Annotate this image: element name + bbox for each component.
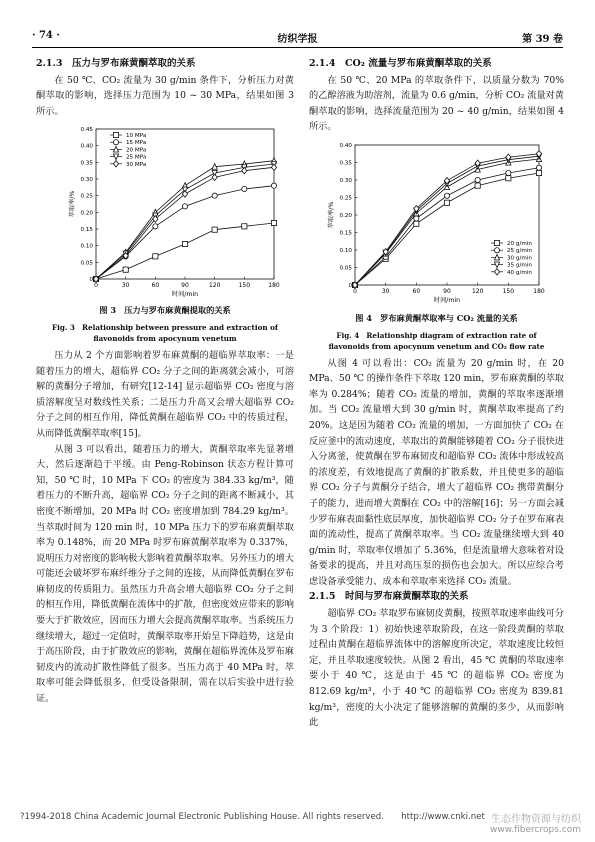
y-tick-label: 0.40 [80, 144, 93, 151]
legend-label: 20 g/min [507, 240, 532, 247]
series-10-mpa [93, 221, 276, 282]
x-tick-label: 120 [471, 287, 484, 295]
y-tick-label: 0.05 [80, 260, 93, 267]
legend-label: 20 MPa [126, 147, 147, 154]
paragraph: 超临界 CO₂ 萃取罗布麻韧皮黄酮，按照萃取速率曲线可分为 3 个阶段：1）初始快速萃取阶段，在这一阶段黄酮的萃取过程由黄酮在超临界流体中的溶解度所决定，萃取速度比较恒定，并且萃取速度较快。从图 2 看出，45 ℃ 黄酮的萃取速率要小于 40 ℃，这是由于 45 ℃ 的超临界 CO₂ 密度为 812.69 kg/m³，小于 40 ℃ 的超临界 CO₂ 密度为 839.81 kg/m³，密度的大小决定了能够溶解的黄酮的多少，从而影响此 [309, 608, 564, 729]
legend-label: 30 g/min [507, 255, 532, 262]
data-point [444, 193, 449, 198]
header-rule [32, 47, 563, 48]
section-heading-2-1-3: 2.1.3 压力与罗布麻黄酮萃取的关系 [36, 58, 196, 69]
data-point [414, 216, 419, 221]
x-tick-label: 30 [381, 287, 390, 295]
legend-label: 15 MPa [126, 140, 147, 147]
paragraph: 在 50 ℃、20 MPa 的萃取条件下，以质量分数为 70% 的乙醇溶液为助溶剂，流量为 0.6 g/min，分析 CO₂ 流量对黄酮萃取的影响，选择流量范围为 20 ~ 40 g/min，结果如图 4 所示。 [309, 74, 564, 133]
watermark [490, 814, 581, 836]
page-number: · 74 · [32, 30, 60, 41]
y-tick-label: 0.10 [80, 244, 93, 251]
x-tick-label: 180 [268, 282, 280, 290]
y-tick-label: 0.25 [80, 194, 93, 201]
x-tick-label: 0 [94, 282, 98, 290]
legend-label: 40 g/min [507, 269, 532, 276]
legend-marker [113, 161, 118, 167]
data-point [123, 267, 128, 272]
series-line [96, 164, 274, 279]
x-tick-label: 120 [208, 282, 221, 290]
paragraph: 从图 3 可以看出，随着压力的增大，黄酮萃取率先显著增大，然后逐渐趋于平缓。由 Peng-Robinson 状态方程计算可知，50 ℃ 时，10 MPa 下 CO₂ 的密度为 384.33 kg/m³，随着压力的不断升高，超临界 CO₂ 分子之间的距离不断减小，其密度不断增加，20 MPa 时 CO₂ 密度增加到 784.29 kg/m³。当萃取时间为 120 min 时，10 MPa 压力下的罗布麻黄酮萃取率为 0.148%，而 20 MPa 时罗布麻黄酮萃取率为 0.337%，说明压力对密度的影响极大影响着黄酮萃取率。另外压力的增大可能还会破坏罗布麻纤维分子之间的连接，从而降低黄酮在罗布麻韧皮的传质阻力。虽然压力升高会增大超临界 CO₂ 分子之间的相互作用，降低黄酮在流体中的扩散，但密度效应带来的影响要大于扩散效应，因而压力增大会提高黄酮萃取率。当系统压力继续增大，超过一定值时，黄酮萃取率开始呈下降趋势，这是由于高压阶段，由于扩散效应的影响，黄酮在超临界流体及罗布麻韧皮内的流动扩散性降低了很多。当压力高于 40 MPa 时，萃取率可能会降低很多，但受设备限制，需在以后实验中进行验证。 [36, 443, 294, 705]
figure-3-caption-en: Fig. 3 Relationship between pressure and extraction of flavonoids from apocynum venetum [52, 322, 278, 343]
y-tick-label: 0.30 [80, 177, 93, 184]
legend-marker [494, 269, 499, 275]
x-tick-label: 90 [181, 282, 189, 290]
figure-4-caption-en: Fig. 4 Relationship diagram of extraction rate of flavonoids from apocynum venetum and CO₂ flow rate [328, 330, 545, 351]
series-line [96, 161, 274, 279]
x-axis-label: 时间/min [433, 296, 461, 304]
watermark-url: www.fibercrops.com [490, 825, 581, 835]
y-tick-label: 0.45 [80, 127, 93, 134]
x-tick-label: 60 [412, 287, 421, 295]
y-tick-label: 0.15 [339, 230, 352, 237]
figure-3 [36, 123, 294, 344]
volume-label: 第 39 卷 [522, 34, 563, 45]
figure-4-caption: 图 4 罗布麻黄酮萃取率与 CO₂ 流量的关系 [355, 312, 518, 323]
data-point [271, 183, 276, 188]
data-point [444, 200, 449, 205]
chart-axes [68, 127, 280, 298]
series-line [96, 186, 274, 279]
data-point [506, 170, 511, 175]
data-point [536, 170, 541, 175]
data-point [271, 165, 276, 171]
x-tick-label: 90 [443, 287, 451, 295]
y-tick-label: 0.25 [339, 195, 352, 202]
data-point [212, 193, 217, 198]
chart-legend [110, 133, 146, 168]
y-tick-label: 0.20 [339, 212, 352, 219]
figure-3-chart [36, 123, 294, 301]
data-point [536, 165, 541, 170]
data-point [271, 221, 276, 226]
x-tick-label: 180 [533, 287, 545, 295]
legend-label: 25 MPa [126, 154, 147, 161]
watermark-text: 生态作物资源与纺织 [491, 814, 581, 825]
legend-marker [494, 240, 499, 245]
x-tick-label: 0 [353, 287, 357, 295]
legend-marker [494, 248, 499, 253]
y-tick-label: 0.40 [339, 142, 352, 149]
x-axis-label: 时间/min [171, 291, 199, 299]
legend-marker [113, 140, 118, 145]
figure-3-caption: 图 3 压力与罗布麻黄酮提取的关系 [99, 305, 231, 316]
data-point [212, 227, 217, 232]
series-15-mpa [93, 183, 276, 282]
data-point [182, 242, 187, 247]
y-tick-label: 0.35 [80, 160, 93, 167]
left-column [36, 56, 294, 707]
y-tick-label: 0.15 [80, 227, 93, 234]
y-tick-label: 0 [89, 277, 93, 284]
data-point [153, 224, 158, 229]
data-point [242, 224, 247, 229]
paragraph: 压力从 2 个方面影响着罗布麻黄酮的超临界萃取率：一是随着压力的增大，超临界 CO₂ 分子之间的距离就会减小，可溶解的黄酮分子增加，有研究[12-14] 显示超临界 CO₂ 密度与溶质溶解度呈对数线性关系；二是压力升高又会增大超临界 CO₂ 分子之间的相互作用，降低黄酮在超临界 CO₂ 中的传质过程，从而降低黄酮萃取率[15]。 [36, 349, 294, 439]
x-tick-label: 150 [502, 287, 515, 295]
page-header [32, 30, 563, 46]
data-point [153, 254, 158, 259]
y-tick-label: 0.20 [80, 210, 93, 217]
data-point [475, 183, 480, 188]
data-point [182, 204, 187, 209]
section-heading-2-1-4: 2.1.4 CO₂ 流量与罗布麻黄酮萃取的关系 [309, 58, 492, 69]
data-point [506, 176, 511, 181]
y-axis-label: 萃取率/% [328, 201, 335, 229]
copyright-footer: ?1994-2018 China Academic Journal Electronic Publishing House. All rights reserved. http://www.cnki.net [20, 812, 485, 822]
series-20-mpa [93, 158, 276, 282]
data-point [242, 187, 247, 192]
paragraph: 在 50 ℃、CO₂ 流量为 30 g/min 条件下，分析压力对黄酮萃取的影响，选择压力范围为 10 ~ 30 MPa，结果如图 3 所示。 [36, 74, 294, 117]
legend-marker [113, 133, 118, 138]
y-tick-label: 0 [348, 282, 352, 289]
data-point [414, 221, 419, 226]
legend-label: 35 g/min [507, 262, 532, 269]
data-point [475, 177, 480, 182]
x-tick-label: 30 [121, 282, 130, 290]
y-tick-label: 0.05 [339, 265, 352, 272]
section-heading-2-1-5: 2.1.5 时间与罗布麻黄酮萃取的关系 [309, 591, 469, 603]
y-tick-label: 0.10 [339, 247, 352, 254]
figure-4-chart [309, 139, 564, 309]
legend-label: 25 g/min [507, 248, 532, 255]
figure-4 [309, 139, 564, 352]
x-tick-label: 150 [238, 282, 251, 290]
journal-name: 纺织学报 [277, 34, 318, 45]
right-column [309, 56, 564, 731]
y-axis-label: 萃取率/% [69, 191, 76, 218]
y-tick-label: 0.30 [339, 177, 352, 184]
y-tick-label: 0.35 [339, 160, 352, 167]
legend-label: 30 MPa [126, 162, 147, 169]
chart-legend [491, 240, 532, 275]
data-point [242, 168, 247, 174]
data-point [212, 175, 217, 181]
x-tick-label: 60 [151, 282, 160, 290]
legend-label: 10 MPa [126, 133, 147, 140]
paragraph: 从图 4 可以看出：CO₂ 流量为 20 g/min 时，在 20 MPa、50 ℃ 的操作条件下萃取 120 min，罗布麻黄酮的萃取率为 0.284%；随着 CO₂ 流量的增加，黄酮的萃取率逐渐增加。当 CO₂ 流量增大到 30 g/min 时，黄酮萃取率提高了约 20%。这是因为随着 CO₂ 流量的增加，一方面加快了 CO₂ 在反应釜中的流动速度，萃取出的黄酮能够随着 CO₂ 分子很快进入分离釜，使黄酮在罗布麻韧皮和超临界 CO₂ 流体中形成较高的浓度差，有效地提高了黄酮的扩散系数，并且使更多的超临界 CO₂ 分子与黄酮分子结合，增大了超临界 CO₂ 携带黄酮分子的能力，进而增大黄酮在 CO₂ 中的溶解[16]；另一方面会减少罗布麻表面黏性底层厚度，加快超临界 CO₂ 分子在罗布麻表面的流动性，提高了黄酮萃取率。当 CO₂ 流量继续增大到 40 g/min 时，萃取率仅增加了 5.36%，但是流量增大意味着对设备要求的提高，并且对高压泵的损伤也会加大。所以应综合考虑设备承受能力、成本和萃取率来选择 CO₂ 流量。 [309, 357, 564, 587]
series-25-mpa [93, 162, 276, 283]
